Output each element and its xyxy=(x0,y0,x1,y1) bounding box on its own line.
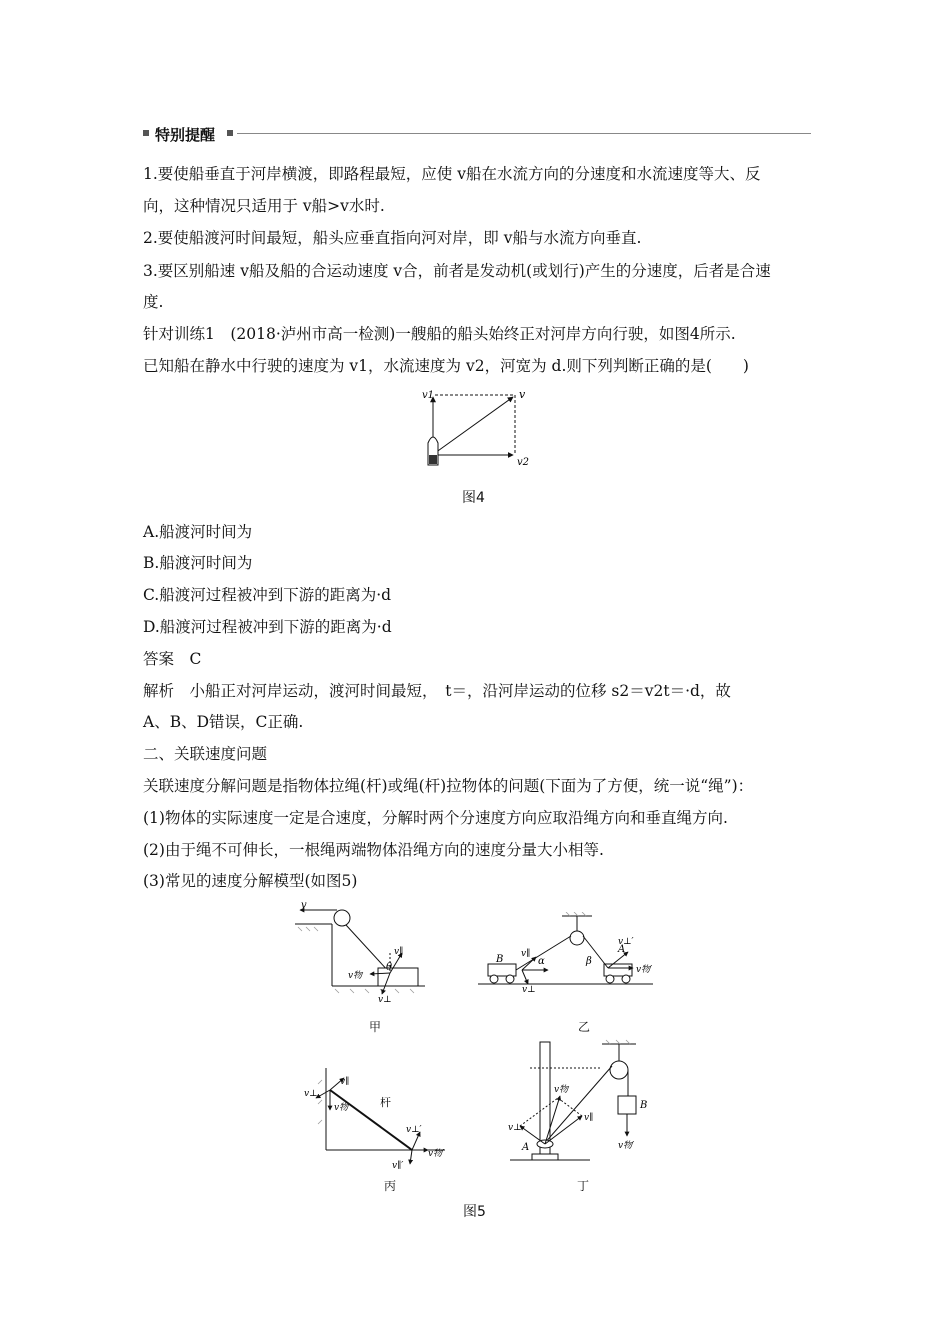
label-v-perp: v⊥ xyxy=(304,1089,318,1099)
figure-4-diagram xyxy=(415,385,540,475)
figure-5-bing xyxy=(300,1060,450,1170)
label-gan: 杆 xyxy=(380,1096,391,1109)
header-bullet-icon xyxy=(143,130,149,136)
figure-5-caption: 图5 xyxy=(463,1204,486,1220)
label-a: A xyxy=(522,1142,530,1153)
section-point: (1)物体的实际速度一定是合速度，分解时两个分速度方向应取沿绳方向和垂直绳方向. xyxy=(143,809,728,827)
label-beta: β xyxy=(586,956,592,967)
header-bullet-icon xyxy=(227,130,233,136)
label-v-perp: v⊥ xyxy=(522,985,536,994)
subcaption-yi: 乙 xyxy=(578,1020,591,1034)
label-v-wu: v物 xyxy=(554,1085,569,1095)
label-a: A xyxy=(618,944,626,955)
label-v-wu: v物 xyxy=(334,1103,349,1113)
label-v: v xyxy=(301,900,307,911)
subcaption-ding: 丁 xyxy=(577,1179,590,1193)
label-v-wu-prime: v物′ xyxy=(618,1141,635,1151)
label-v-perp: v⊥ xyxy=(378,995,392,1005)
header-rule xyxy=(237,133,811,134)
figure-5-ding xyxy=(500,1038,670,1168)
label-v-wu: v物 xyxy=(348,971,363,981)
exercise-line: 针对训练1 (2018·泸州市高一检测)一艘船的船头始终正对河岸方向行驶，如图4所示. xyxy=(143,325,736,343)
tip-line: 2.要使船渡河时间最短，船头应垂直指向河对岸，即 v船与水流方向垂直. xyxy=(143,229,642,247)
option-b: B.船渡河时间为 xyxy=(143,554,253,572)
label-v-perp: v⊥ xyxy=(508,1123,522,1133)
section-intro: 关联速度分解问题是指物体拉绳(杆)或绳(杆)拉物体的问题(下面为了方便，统一说“绳”)： xyxy=(143,777,754,795)
section-title: 二、关联速度问题 xyxy=(143,745,268,763)
exercise-line: 已知船在静水中行驶的速度为 v1，水流速度为 v2，河宽为 d.则下列判断正确的是( ) xyxy=(143,357,749,375)
figure-5-yi xyxy=(478,912,658,994)
label-b: B xyxy=(640,1100,648,1111)
label-v: v xyxy=(519,388,526,401)
label-v-parallel: v∥ xyxy=(340,1077,350,1087)
label-v2: v2 xyxy=(517,457,530,468)
label-alpha: α xyxy=(538,956,545,967)
option-c: C.船渡河过程被冲到下游的距离为·d xyxy=(143,586,392,604)
analysis-line: A、B、D错误，C正确. xyxy=(143,713,304,731)
label-v-parallel: v∥ xyxy=(394,947,404,957)
analysis-line: 解析 小船正对河岸运动，渡河时间最短， t＝，沿河岸运动的位移 s2＝v2t＝·d，故 xyxy=(143,682,731,700)
label-v-perp-prime: v⊥′ xyxy=(406,1125,422,1135)
label-theta: θ xyxy=(386,962,393,973)
tip-line: 1.要使船垂直于河岸横渡，即路程最短，应使 v船在水流方向的分速度和水流速度等大、反 xyxy=(143,165,761,183)
label-v-parallel: v∥ xyxy=(584,1113,594,1123)
subcaption-jia: 甲 xyxy=(369,1020,382,1034)
tip-line: 度. xyxy=(143,293,164,311)
tip-line: 向，这种情况只适用于 v船>v水时. xyxy=(143,197,385,215)
tip-header xyxy=(143,124,811,144)
option-d: D.船渡河过程被冲到下游的距离为·d xyxy=(143,618,392,636)
label-v-wu-prime: v物′ xyxy=(428,1149,445,1159)
label-v-perp-prime: v⊥′ xyxy=(618,937,634,947)
section-point: (2)由于绳不可伸长，一根绳两端物体沿绳方向的速度分量大小相等. xyxy=(143,841,604,859)
label-v-parallel: v∥ xyxy=(521,949,531,959)
tip-line: 3.要区别船速 v船及船的合运动速度 v合，前者是发动机(或划行)产生的分速度，后者是合速 xyxy=(143,262,771,280)
tip-header-title: 特别提醒 xyxy=(155,126,216,144)
figure-4-caption: 图4 xyxy=(462,490,485,506)
label-b: B xyxy=(496,954,504,965)
figure-5-jia xyxy=(290,898,430,1008)
label-v-wu-prime: v物′ xyxy=(636,965,653,975)
label-v-parallel-prime: v∥′ xyxy=(392,1161,404,1170)
subcaption-bing: 丙 xyxy=(384,1179,397,1193)
label-v1: v1 xyxy=(422,390,435,401)
option-a: A.船渡河时间为 xyxy=(143,523,253,541)
section-point: (3)常见的速度分解模型(如图5) xyxy=(143,872,358,890)
answer-line: 答案 C xyxy=(143,650,202,668)
